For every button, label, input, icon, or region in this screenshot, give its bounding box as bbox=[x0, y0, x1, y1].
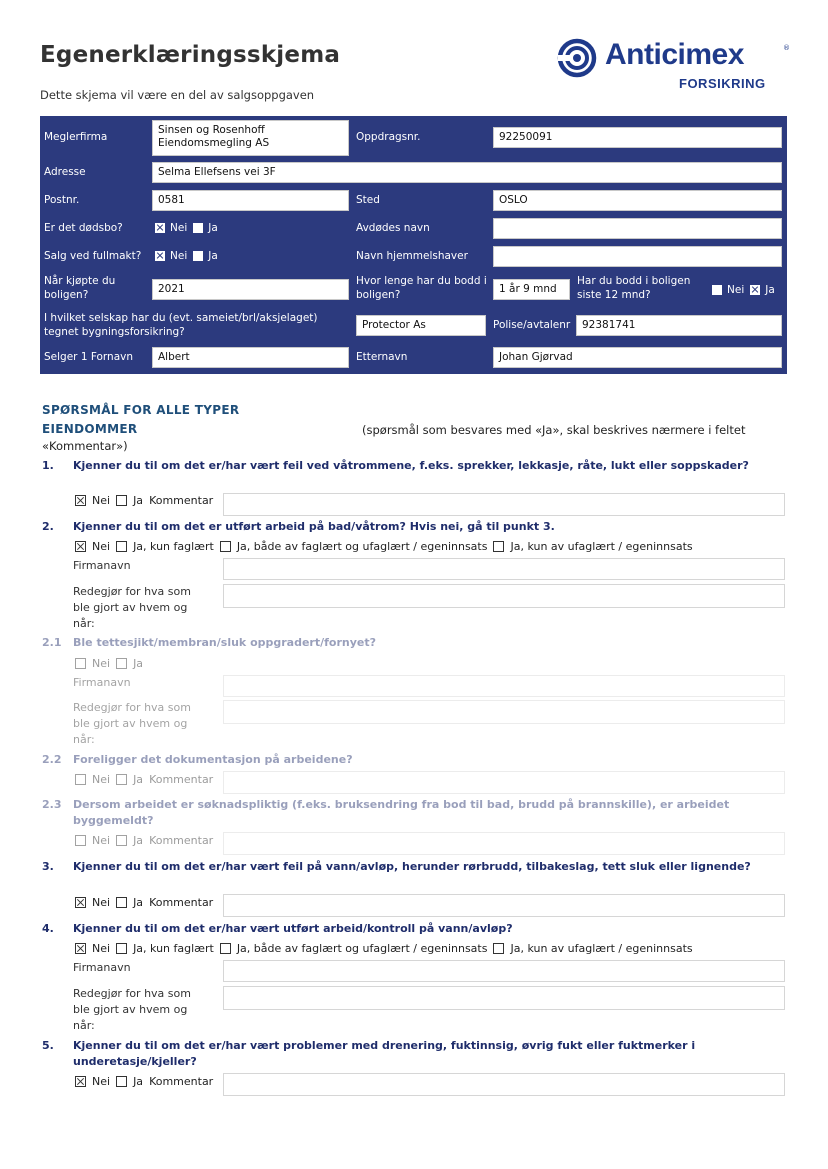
selskap-field[interactable] bbox=[356, 315, 486, 336]
bodd-label bbox=[577, 274, 690, 302]
question-3-options bbox=[75, 896, 219, 909]
q2-kun-ufaglaert-checkbox[interactable] bbox=[493, 541, 504, 552]
eid-label bbox=[356, 274, 487, 302]
q4-kun-faglaert-label: Ja, kun faglært bbox=[133, 942, 214, 955]
fullmakt-ja-checkbox[interactable] bbox=[193, 251, 203, 261]
kjopte-field[interactable] bbox=[152, 279, 349, 300]
q2-kun-faglaert-label: Ja, kun faglært bbox=[133, 540, 214, 553]
q2-nei-label: Nei bbox=[92, 540, 111, 553]
section-note-line-2: «Kommentar») bbox=[42, 439, 128, 453]
q2-2-ja-checkbox[interactable] bbox=[116, 774, 127, 785]
q2-3-kommentar-field[interactable] bbox=[223, 832, 785, 855]
logo-wordmark: Anticimex bbox=[605, 38, 744, 71]
dodsbo-label: Er det dødsbo? bbox=[44, 222, 123, 234]
selskap-value: Protector As bbox=[362, 319, 426, 331]
adresse-label: Adresse bbox=[44, 166, 86, 178]
question-3-number: 3. bbox=[42, 860, 54, 873]
kjopte-label-line-2: boligen? bbox=[44, 289, 89, 301]
q2-redegjor-line-2: ble gjort av hvem og bbox=[73, 601, 188, 614]
question-4-options bbox=[75, 942, 699, 955]
bodd-label-line-1: Har du bodd i boligen bbox=[577, 275, 691, 287]
bodd-label-line-2: siste 12 mnd? bbox=[577, 289, 651, 301]
kjopte-label-line-1: Når kjøpte du bbox=[44, 275, 116, 287]
q2-kun-faglaert-checkbox[interactable] bbox=[116, 541, 127, 552]
q4-nei-checkbox[interactable] bbox=[75, 943, 86, 954]
q2-redegjor-line-1: Redegjør for hva som bbox=[73, 585, 191, 598]
q4-firmanavn-label: Firmanavn bbox=[73, 961, 131, 974]
eid-value: 1 år 9 mnd bbox=[499, 283, 557, 295]
q1-nei-label: Nei bbox=[92, 494, 111, 507]
oppdragsnr-label: Oppdragsnr. bbox=[356, 131, 421, 143]
q2-3-ja-checkbox[interactable] bbox=[116, 835, 127, 846]
seller-info-panel bbox=[40, 116, 787, 374]
q4-redegjor-field[interactable] bbox=[223, 986, 785, 1010]
question-2-3-options bbox=[75, 834, 219, 847]
fullmakt-options bbox=[155, 250, 224, 262]
kjopte-value: 2021 bbox=[158, 283, 185, 295]
q3-ja-label: Ja bbox=[133, 896, 144, 909]
q2-1-ja-checkbox[interactable] bbox=[116, 658, 127, 669]
dodsbo-options bbox=[155, 222, 224, 234]
q1-ja-label: Ja bbox=[133, 494, 144, 507]
dodsbo-nei-label: Nei bbox=[170, 222, 188, 234]
polise-field[interactable] bbox=[576, 315, 782, 336]
q4-kun-ufaglaert-checkbox[interactable] bbox=[493, 943, 504, 954]
avdodes-label: Avdødes navn bbox=[356, 222, 430, 234]
q2-1-ja-label: Ja bbox=[133, 657, 144, 670]
eid-label-line-2: boligen? bbox=[356, 289, 401, 301]
question-5-number: 5. bbox=[42, 1039, 54, 1052]
q2-redegjor-line-3: når: bbox=[73, 617, 95, 630]
q4-redegjor-line-3: når: bbox=[73, 1019, 95, 1032]
section-heading-line-2: EIENDOMMER bbox=[42, 422, 138, 436]
question-5-text: Kjenner du til om det er/har vært problemer med drenering, fuktinnsig, øvrig fukt eller fuktmerker i underetasje/kjeller? bbox=[73, 1039, 696, 1068]
fullmakt-ja-label: Ja bbox=[208, 250, 218, 262]
question-2-1-options bbox=[75, 657, 149, 670]
etternavn-field[interactable] bbox=[493, 347, 782, 368]
meglerfirma-label: Meglerfirma bbox=[44, 131, 108, 143]
q2-1-nei-checkbox[interactable] bbox=[75, 658, 86, 669]
q5-kommentar-label: Kommentar bbox=[149, 1075, 214, 1088]
polise-label: Polise/avtalenr bbox=[493, 319, 571, 331]
q2-2-ja-label: Ja bbox=[133, 773, 144, 786]
q3-nei-label: Nei bbox=[92, 896, 111, 909]
q2-begge-checkbox[interactable] bbox=[220, 541, 231, 552]
question-5-options bbox=[75, 1075, 219, 1088]
avdodes-field[interactable] bbox=[493, 218, 782, 239]
oppdragsnr-field[interactable] bbox=[493, 127, 782, 148]
q4-redegjor-line-2: ble gjort av hvem og bbox=[73, 1003, 188, 1016]
selskap-label-line-2: tegnet bygningsforsikring? bbox=[44, 326, 185, 338]
q2-redegjor-label bbox=[73, 584, 191, 632]
question-4-text: Kjenner du til om det er/har vært utført arbeid/kontroll på vann/avløp? bbox=[73, 922, 513, 935]
q2-2-nei-label: Nei bbox=[92, 773, 111, 786]
anticimex-logo-icon bbox=[557, 38, 599, 78]
bodd-ja-checkbox[interactable] bbox=[750, 285, 760, 295]
q2-1-redegjor-line-3: når: bbox=[73, 733, 95, 746]
q2-1-redegjor-line-2: ble gjort av hvem og bbox=[73, 717, 188, 730]
sted-value: OSLO bbox=[499, 194, 528, 206]
fullmakt-label: Salg ved fullmakt? bbox=[44, 250, 142, 262]
q2-2-kommentar-field[interactable] bbox=[223, 771, 785, 794]
eid-field[interactable] bbox=[493, 279, 570, 300]
q2-firmanavn-field[interactable] bbox=[223, 558, 785, 580]
q1-ja-checkbox[interactable] bbox=[116, 495, 127, 506]
q2-2-nei-checkbox[interactable] bbox=[75, 774, 86, 785]
question-2-number: 2. bbox=[42, 520, 54, 533]
fullmakt-nei-label: Nei bbox=[170, 250, 188, 262]
section-note-line-1: (spørsmål som besvares med «Ja», skal beskrives nærmere i feltet bbox=[362, 423, 746, 437]
hjemmel-field[interactable] bbox=[493, 246, 782, 267]
logo-registered-mark: ® bbox=[783, 44, 790, 52]
dodsbo-ja-label: Ja bbox=[208, 222, 218, 234]
q3-kommentar-field[interactable] bbox=[223, 894, 785, 917]
meglerfirma-line-1: Sinsen og Rosenhoff bbox=[158, 124, 265, 136]
q1-kommentar-field[interactable] bbox=[223, 493, 785, 516]
q2-begge-label: Ja, både av faglært og ufaglært / egeninnsats bbox=[236, 540, 488, 553]
q4-nei-label: Nei bbox=[92, 942, 111, 955]
q5-nei-checkbox[interactable] bbox=[75, 1076, 86, 1087]
question-2-3-number: 2.3 bbox=[42, 798, 62, 811]
question-2-2-options bbox=[75, 773, 219, 786]
oppdragsnr-value: 92250091 bbox=[499, 131, 553, 143]
postnr-field[interactable] bbox=[152, 190, 349, 211]
hjemmel-label: Navn hjemmelshaver bbox=[356, 250, 468, 262]
fullmakt-nei-checkbox[interactable] bbox=[155, 251, 165, 261]
q2-1-firmanavn-label: Firmanavn bbox=[73, 676, 131, 689]
question-2-2-text: Foreligger det dokumentasjon på arbeidene? bbox=[73, 753, 353, 766]
meglerfirma-field[interactable] bbox=[152, 120, 349, 156]
question-1-number: 1. bbox=[42, 459, 54, 472]
bodd-ja-label: Ja bbox=[765, 284, 775, 296]
sted-field[interactable] bbox=[493, 190, 782, 211]
logo-subtitle: FORSIKRING bbox=[679, 76, 766, 91]
question-2-options bbox=[75, 540, 699, 553]
q3-kommentar-label: Kommentar bbox=[149, 896, 214, 909]
q5-ja-label: Ja bbox=[133, 1075, 144, 1088]
bodd-nei-checkbox[interactable] bbox=[712, 285, 722, 295]
fornavn-label: Selger 1 Fornavn bbox=[44, 351, 134, 363]
question-3-text: Kjenner du til om det er/har vært feil på vann/avløp, herunder rørbrudd, tilbakeslag, tett sluk eller lignende? bbox=[73, 860, 751, 873]
q2-2-kommentar-label: Kommentar bbox=[149, 773, 214, 786]
question-2-3-text: Dersom arbeidet er søknadspliktig (f.eks. bruksendring fra bod til bad, brudd på brannskille), er arbeidet byggemeldt? bbox=[73, 798, 730, 827]
q4-begge-checkbox[interactable] bbox=[220, 943, 231, 954]
q2-1-redegjor-field[interactable] bbox=[223, 700, 785, 724]
q2-nei-checkbox[interactable] bbox=[75, 541, 86, 552]
selskap-label bbox=[44, 311, 318, 339]
page-title: Egenerklæringsskjema bbox=[40, 42, 341, 68]
q2-1-firmanavn-field[interactable] bbox=[223, 675, 785, 697]
q5-kommentar-field[interactable] bbox=[223, 1073, 785, 1096]
fornavn-field[interactable] bbox=[152, 347, 349, 368]
q2-3-nei-checkbox[interactable] bbox=[75, 835, 86, 846]
q1-nei-checkbox[interactable] bbox=[75, 495, 86, 506]
sted-label: Sted bbox=[356, 194, 380, 206]
question-2-text: Kjenner du til om det er utført arbeid på bad/våtrom? Hvis nei, gå til punkt 3. bbox=[73, 520, 555, 533]
q5-nei-label: Nei bbox=[92, 1075, 111, 1088]
q2-3-ja-label: Ja bbox=[133, 834, 144, 847]
q4-redegjor-line-1: Redegjør for hva som bbox=[73, 987, 191, 1000]
adresse-field[interactable] bbox=[152, 162, 782, 183]
dodsbo-ja-checkbox[interactable] bbox=[193, 223, 203, 233]
q1-kommentar-label: Kommentar bbox=[149, 494, 214, 507]
q2-3-nei-label: Nei bbox=[92, 834, 111, 847]
meglerfirma-line-2: Eiendomsmegling AS bbox=[158, 137, 270, 149]
q2-1-redegjor-label bbox=[73, 700, 191, 748]
q3-ja-checkbox[interactable] bbox=[116, 897, 127, 908]
etternavn-value: Johan Gjørvad bbox=[499, 351, 573, 363]
page-subtitle: Dette skjema vil være en del av salgsoppgaven bbox=[40, 88, 315, 102]
question-2-1-number: 2.1 bbox=[42, 636, 62, 649]
postnr-value: 0581 bbox=[158, 194, 185, 206]
selskap-label-line-1: I hvilket selskap har du (evt. sameiet/brl/aksjelaget) bbox=[44, 312, 318, 324]
q2-1-nei-label: Nei bbox=[92, 657, 111, 670]
q2-redegjor-field[interactable] bbox=[223, 584, 785, 608]
bodd-options bbox=[712, 284, 781, 296]
question-2-1-text: Ble tettesjikt/membran/sluk oppgradert/fornyet? bbox=[73, 636, 376, 649]
anticimex-logo bbox=[557, 38, 797, 96]
postnr-label: Postnr. bbox=[44, 194, 80, 206]
q3-nei-checkbox[interactable] bbox=[75, 897, 86, 908]
polise-value: 92381741 bbox=[582, 319, 636, 331]
q4-firmanavn-field[interactable] bbox=[223, 960, 785, 982]
question-1-text: Kjenner du til om det er/har vært feil ved våtrommene, f.eks. sprekker, lekkasje, råte, lukt eller soppskader? bbox=[73, 459, 749, 472]
question-1-options bbox=[75, 494, 219, 507]
eid-label-line-1: Hvor lenge har du bodd i bbox=[356, 275, 487, 287]
q2-3-kommentar-label: Kommentar bbox=[149, 834, 214, 847]
etternavn-label: Etternavn bbox=[356, 351, 408, 363]
q4-redegjor-label bbox=[73, 986, 191, 1034]
q4-kun-faglaert-checkbox[interactable] bbox=[116, 943, 127, 954]
question-2-2-number: 2.2 bbox=[42, 753, 62, 766]
q2-1-redegjor-line-1: Redegjør for hva som bbox=[73, 701, 191, 714]
adresse-value: Selma Ellefsens vei 3F bbox=[158, 166, 276, 178]
question-4-number: 4. bbox=[42, 922, 54, 935]
q5-ja-checkbox[interactable] bbox=[116, 1076, 127, 1087]
q4-kun-ufaglaert-label: Ja, kun av ufaglært / egeninnsats bbox=[510, 942, 693, 955]
bodd-nei-label: Nei bbox=[727, 284, 745, 296]
q2-firmanavn-label: Firmanavn bbox=[73, 559, 131, 572]
fornavn-value: Albert bbox=[158, 351, 190, 363]
dodsbo-nei-checkbox[interactable] bbox=[155, 223, 165, 233]
q4-begge-label: Ja, både av faglært og ufaglært / egeninnsats bbox=[236, 942, 488, 955]
q2-kun-ufaglaert-label: Ja, kun av ufaglært / egeninnsats bbox=[510, 540, 693, 553]
kjopte-label bbox=[44, 274, 115, 302]
section-heading-line-1: SPØRSMÅL FOR ALLE TYPER bbox=[42, 403, 240, 417]
